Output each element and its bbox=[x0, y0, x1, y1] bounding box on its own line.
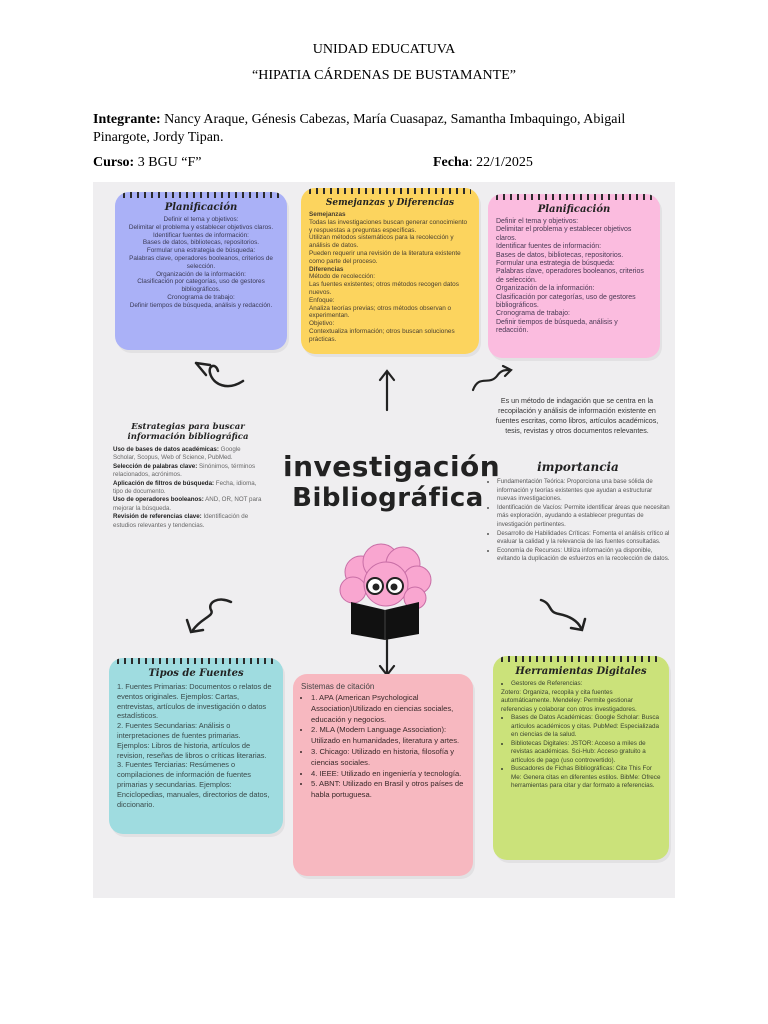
herramientas-card bbox=[493, 656, 669, 860]
curved-arrow-icon bbox=[469, 364, 517, 394]
sistemas-citacion-card bbox=[293, 674, 473, 876]
card-body bbox=[301, 211, 479, 344]
list-item: Diferencias bbox=[309, 265, 344, 273]
list-item bbox=[113, 446, 263, 463]
list-item bbox=[113, 513, 263, 530]
list-item: • 1. APA (American Psychological Association)Utilizado en ciencias sociales, educación y negocios. bbox=[311, 693, 465, 725]
list-item: Todas las investigaciones buscan generar conocimiento y respuestas a preguntas específicas. bbox=[309, 218, 468, 234]
list-item: Analiza teorías previas; otros métodos observan o experimentan. bbox=[309, 304, 452, 320]
card-spiral bbox=[123, 192, 279, 198]
list-item: Delimitar el problema y establecer objetivos claros. bbox=[128, 223, 274, 231]
curved-arrow-icon bbox=[188, 357, 248, 393]
list-item: Bases de datos, bibliotecas, repositorios. bbox=[496, 251, 624, 259]
list-item: Definir el tema y objetivos: bbox=[496, 218, 579, 225]
list-item: • Economía de Recursos: Utiliza información ya disponible, evitando la duplicación de esfuerzos en la recolección de datos. bbox=[497, 547, 671, 564]
center-title-line1: investigación bbox=[283, 450, 501, 483]
list-item: Delimitar el problema y establecer objetivos claros. bbox=[496, 226, 632, 242]
importancia-title: importancia bbox=[537, 460, 619, 474]
list-item: Método de recolección: bbox=[309, 273, 376, 281]
estrategias-title: Estrategias para buscar información bibliográfica bbox=[127, 422, 249, 442]
card-spiral bbox=[501, 656, 661, 662]
list-item: Semejanzas bbox=[309, 211, 346, 218]
list-item: Clasificación por categorías, uso de gestores bibliográficos. bbox=[496, 293, 636, 310]
list-item: Identificar fuentes de información: bbox=[496, 243, 602, 251]
card-body bbox=[493, 680, 669, 791]
item-label: Uso de bases de datos académicas: bbox=[113, 446, 219, 453]
center-title-line2: Bibliográfica bbox=[292, 483, 484, 513]
list-item: • 4. IEEE: Utilizado en ingeniería y tecnología. bbox=[311, 769, 465, 780]
card-spiral bbox=[309, 188, 471, 194]
item-text: AND, OR, NOT para mejorar la búsqueda. bbox=[113, 496, 262, 512]
card-title: Planificación bbox=[164, 202, 238, 213]
item-label: Aplicación de filtros de búsqueda: bbox=[113, 479, 215, 487]
card-body bbox=[115, 216, 287, 310]
list-item: • Buscadores de Fichas Bibliográficas: Cite This For Me: Genera citas en diferentes estilos. BibMe: Ofrece herramientas para citar y dar formato a referencias. bbox=[511, 765, 661, 791]
importancia-body bbox=[489, 478, 671, 564]
list-item: • Bases de Datos Académicas: Google Scholar: Busca artículos académicos y citas. PubMed: Especializada en ciencias de la salud. bbox=[511, 714, 661, 740]
semejanzas-card bbox=[301, 188, 479, 354]
item-text: Google Scholar, Scopus, Web of Science, PubMed. bbox=[113, 446, 241, 462]
card-title: Planificación bbox=[537, 204, 611, 215]
down-arrow-icon bbox=[377, 638, 397, 678]
curved-arrow-icon bbox=[537, 594, 591, 634]
list-item bbox=[113, 496, 263, 513]
list-item: Contextualiza información; otros buscan soluciones prácticas. bbox=[309, 327, 455, 343]
integrante-value: Nancy Araque, Génesis Cabezas, María Cuasapaz, Samantha Imbaquingo, Abigail Pinargote, Jordy Tipan bbox=[93, 112, 626, 145]
fecha-value: : 22/1/2025 bbox=[468, 155, 533, 170]
list-item: Definir tiempos de búsqueda, análisis y redacción. bbox=[496, 318, 618, 335]
up-arrow-icon bbox=[377, 368, 397, 412]
list-item: • Bibliotecas Digitales: JSTOR: Acceso a miles de revistas académicas. Sci-Hub: Acceso gratuito a artículos de pago (uso controvertido). bbox=[511, 740, 661, 766]
center-title bbox=[283, 450, 501, 513]
list-item: Cronograma de trabajo: bbox=[496, 310, 570, 318]
list-item: Palabras clave, operadores booleanos, criterios de selección. bbox=[129, 254, 273, 270]
card-title: Semejanzas y Diferencias bbox=[325, 198, 455, 208]
integrante-label: Integrante: bbox=[93, 112, 161, 127]
list-item: Formular una estrategia de búsqueda: bbox=[146, 247, 256, 255]
list-item: • 2. MLA (Modern Language Association): Utilizado en humanidades, literatura y artes. bbox=[311, 725, 465, 747]
list-item: Objetivo: bbox=[309, 320, 335, 328]
list-item: Utilizan métodos sistemáticos para la recolección y análisis de datos. bbox=[309, 234, 454, 250]
list-item: Cronograma de trabajo: bbox=[167, 293, 235, 301]
list-item: • Gestores de Referencias: bbox=[511, 680, 661, 689]
item-text: Fecha, idioma, tipo de documento. bbox=[113, 479, 257, 496]
school-title: UNIDAD EDUCATUVA bbox=[312, 42, 456, 57]
list-item: • 5. ABNT: Utilizado en Brasil y otros países de habla portuguesa. bbox=[311, 779, 465, 801]
list-item: Definir el tema y objetivos: bbox=[163, 216, 239, 223]
item-label: Revisión de referencias clave: bbox=[113, 513, 202, 521]
item-label: Uso de operadores booleanos: bbox=[113, 496, 204, 504]
list-item: Palabras clave, operadores booleanos, criterios de selección. bbox=[496, 268, 644, 284]
list-item bbox=[113, 480, 263, 497]
integrante-line bbox=[93, 111, 673, 147]
curso-value: 3 BGU “F” bbox=[134, 155, 202, 170]
list-item: • Desarrollo de Habilidades Críticas: Fomenta el análisis crítico al evaluar la calidad y la relevancia de las fuentes consultadas. bbox=[497, 530, 671, 547]
list-item: Definir tiempos de búsqueda, análisis y redacción. bbox=[129, 301, 273, 309]
card-body bbox=[488, 218, 660, 336]
brain-reading-book-icon bbox=[331, 540, 441, 640]
list-item: Pueden requerir una revisión de la literatura existente como parte del proceso. bbox=[309, 249, 461, 265]
mind-map-poster bbox=[93, 182, 675, 898]
definicion-text: Es un método de indagación que se centra en la recopilación y análisis de información existente en fuentes escritas, como libros, artículos académicos, tesis, revistas y otros documentos relevantes. bbox=[495, 397, 659, 435]
list-item: 3. Fuentes Terciarias: Resúmenes o compilaciones de información de fuentes primarias y secundarias. Ejemplos: Enciclopedias, manuales, directorios de datos, diccionario. bbox=[117, 760, 270, 809]
list-item: Bases de datos, bibliotecas, repositorios. bbox=[142, 239, 260, 247]
card-body bbox=[109, 682, 283, 809]
curved-arrow-icon bbox=[181, 594, 237, 636]
list-item: • Identificación de Vacíos: Permite identificar áreas que necesitan más exploración, ayudando a establecer preguntas de investigación pertinentes. bbox=[497, 504, 671, 530]
list-item: Las fuentes existentes; otros métodos recogen datos nuevos. bbox=[309, 281, 459, 296]
integrante-end: . bbox=[219, 130, 224, 145]
fecha-label: Fecha bbox=[433, 155, 469, 170]
estrategias-block bbox=[113, 422, 263, 530]
list-item: Zotero: Organiza, recopila y cita fuentes automáticamente. Mendeley: Permite gestionar referencias y colaborar con otros investigadores. bbox=[501, 688, 637, 713]
card-spiral bbox=[496, 194, 652, 200]
list-item: Organización de la información: bbox=[496, 285, 595, 293]
item-text: Sinónimos, términos relacionados, acrónimos. bbox=[113, 462, 256, 479]
tipos-fuentes-card bbox=[109, 658, 283, 834]
estrategias-body bbox=[113, 446, 263, 530]
card-title: Herramientas Digitales bbox=[515, 666, 647, 677]
list-item: Formular una estrategia de búsqueda: bbox=[496, 260, 615, 268]
list-item: 1. Fuentes Primarias: Documentos o relatos de eventos originales. Ejemplos: Cartas, entrevistas, artículos de investigación o datos estadísticos. bbox=[117, 682, 272, 721]
list-item: Enfoque: bbox=[309, 296, 335, 304]
list-item: Clasificación por categorías, uso de gestores bibliográficos. bbox=[137, 278, 265, 294]
card-title: Tipos de Fuentes bbox=[148, 668, 244, 679]
card-title: Sistemas de citación bbox=[301, 682, 375, 691]
school-name: “HIPATIA CÁRDENAS DE BUSTAMANTE” bbox=[252, 68, 516, 83]
list-item: Organización de la información: bbox=[156, 270, 246, 278]
card-body bbox=[293, 693, 473, 801]
planificacion-card-right bbox=[488, 194, 660, 358]
curso-label: Curso: bbox=[93, 155, 135, 170]
list-item: • 3. Chicago: Utilizado en historia, filosofía y ciencias sociales. bbox=[311, 747, 465, 769]
item-text: Identificación de estudios relevantes y tendencias. bbox=[113, 513, 249, 529]
list-item: 2. Fuentes Secundarias: Análisis o interpretaciones de fuentes primarias. Ejemplos: Libros de historia, artículos de revision, reseñas de libros o críticas literarias. bbox=[117, 721, 267, 760]
planificacion-card-left bbox=[115, 192, 287, 350]
item-label: Selección de palabras clave: bbox=[113, 462, 198, 470]
list-item: Identificar fuentes de información: bbox=[153, 231, 249, 239]
list-item bbox=[113, 463, 263, 480]
fecha-line bbox=[433, 154, 673, 172]
card-spiral bbox=[117, 658, 275, 664]
list-item: • Fundamentación Teórica: Proporciona una base sólida de información y teorías existentes que ayudan a estructurar nuevas investigaciones. bbox=[497, 478, 671, 504]
